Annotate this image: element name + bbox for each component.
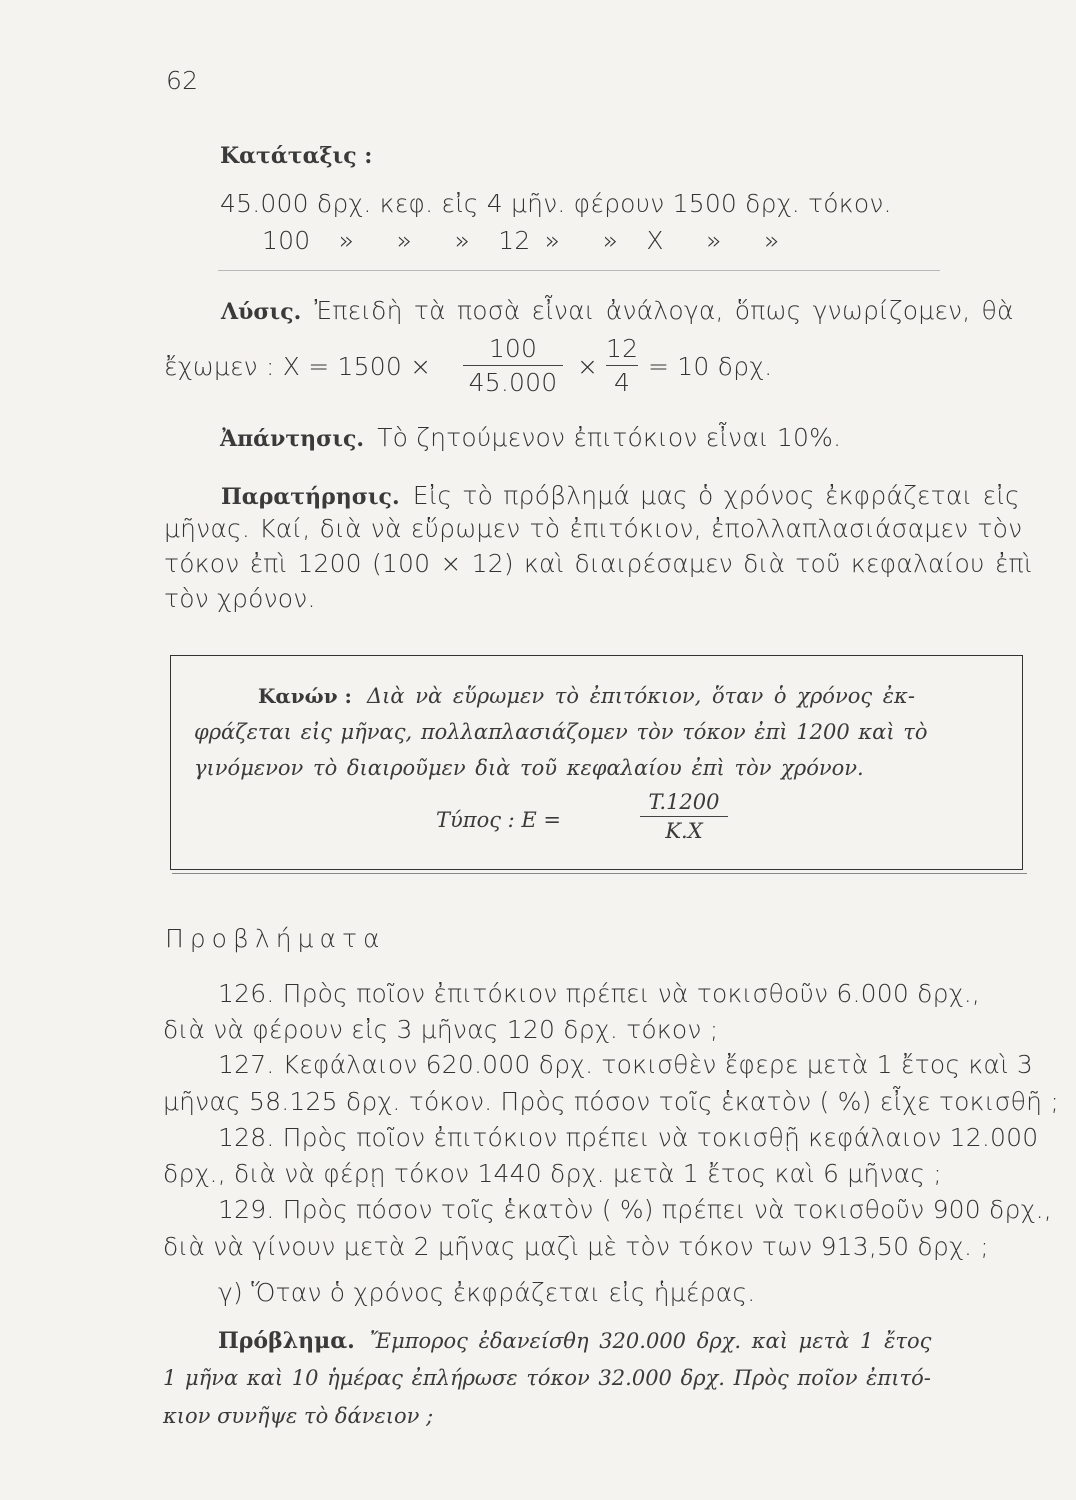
answer-label: Ἀπάντησις.: [220, 426, 365, 452]
remark-label: Παρατήρησις.: [221, 484, 400, 510]
rule-line-2: φράζεται εἰς μῆνας, πολλαπλασιάζομεν τὸν τόκον ἐπὶ 1200 καὶ τὸ: [194, 720, 928, 744]
rule-formula-bar: [640, 816, 728, 817]
problem-129-line-1: 129. Πρὸς πόσον τοῖς ἑκατὸν ( %) πρέπει νὰ τοκισθοῦν 900 δρχ.,: [218, 1195, 1052, 1224]
problem-127-line-1: 127. Κεφάλαιον 620.000 δρχ. τοκισθὲν ἔφερε μετὰ 1 ἔτος καὶ 3: [218, 1050, 1033, 1079]
equation-result: = 10 δρχ.: [648, 352, 773, 381]
rule-label: Κανών :: [258, 684, 352, 708]
equation-prefix: ἔχωμεν : X = 1500 ×: [164, 352, 432, 381]
solution-text: Ἐπειδὴ τὰ ποσὰ εἶναι ἀνάλογα, ὅπως γνωρίζομεν, θὰ: [314, 296, 1014, 325]
section-c-heading: γ) Ὅταν ὁ χρόνος ἐκφράζεται εἰς ἡμέρας.: [218, 1278, 756, 1307]
answer-paragraph: [220, 423, 841, 452]
problem-days-line-1: Ἔμπορος ἐδανείσθη 320.000 δρχ. καὶ μετὰ 1 ἔτος: [369, 1329, 932, 1353]
rule-formula-numerator: T.1200: [648, 790, 720, 814]
problem-128-line-1: 128. Πρὸς ποῖον ἐπιτόκιον πρέπει νὰ τοκισθῇ κεφάλαιον 12.000: [218, 1123, 1039, 1152]
problem-126-line-2: διὰ νὰ φέρουν εἰς 3 μῆνας 120 δρχ. τόκον ;: [163, 1015, 719, 1044]
remark-line-3: τόκον ἐπὶ 1200 (100 × 12) καὶ διαιρέσαμεν διὰ τοῦ κεφαλαίου ἐπὶ: [164, 549, 1033, 578]
fraction-1-numerator: 100: [488, 334, 538, 363]
rule-line-3: γινόμενον τὸ διαιροῦμεν διὰ τοῦ κεφαλαίου ἐπὶ τὸν χρόνον.: [194, 756, 864, 780]
arrangement-line-2: 100 » » » 12 » » X » »: [262, 226, 780, 255]
problem-days-line-2: 1 μῆνα καὶ 10 ἡμέρας ἐπλήρωσε τόκον 32.000 δρχ. Πρὸς ποῖον ἐπιτό-: [163, 1366, 931, 1390]
solution-paragraph: [221, 296, 1014, 325]
rule-formula-fraction: [640, 790, 728, 843]
remark-line-2: μῆνας. Καί, διὰ νὰ εὕρωμεν τὸ ἐπιτόκιον, ἐπολλαπλασιάσαμεν τὸν: [164, 514, 1023, 543]
fraction-2: [606, 334, 638, 397]
remark-line-4: τὸν χρόνον.: [164, 584, 316, 613]
problem-127-line-2: μῆνας 58.125 δρχ. τόκον. Πρὸς πόσον τοῖς ἑκατὸν ( %) εἶχε τοκισθῆ ;: [163, 1087, 1059, 1116]
problem-days-label: Πρόβλημα.: [218, 1328, 355, 1354]
rule-formula-label: Τύπος : E =: [436, 808, 562, 832]
remark-line-1: Εἰς τὸ πρόβλημά μας ὁ χρόνος ἐκφράζεται εἰς: [412, 481, 1020, 510]
solution-label: Λύσις.: [221, 299, 302, 325]
problem-129-line-2: διὰ νὰ γίνουν μετὰ 2 μῆνας μαζὶ μὲ τὸν τόκον των 913,50 δρχ. ;: [163, 1232, 989, 1261]
remark-first-line: [221, 481, 1020, 510]
fraction-2-bar: [606, 365, 638, 366]
arrangement-line-1: 45.000 δρχ. κεφ. εἰς 4 μῆν. φέρουν 1500 δρχ. τόκον.: [220, 189, 892, 218]
fraction-1-bar: [463, 365, 563, 366]
problem-126-line-1: 126. Πρὸς ποῖον ἐπιτόκιον πρέπει νὰ τοκισθοῦν 6.000 δρχ.,: [218, 979, 980, 1008]
problem-days-line-3: κιον συνῆψε τὸ δάνειον ;: [163, 1404, 434, 1428]
page-number: 62: [166, 66, 199, 95]
rule-first-line: [258, 684, 915, 708]
fraction-2-denominator: 4: [613, 368, 631, 397]
answer-text: Τὸ ζητούμενον ἐπιτόκιον εἶναι 10%.: [377, 423, 842, 452]
rule-box-shadow: [172, 873, 1027, 874]
rule-line-1: Διὰ νὰ εὕρωμεν τὸ ἐπιτόκιον, ὅταν ὁ χρόνος ἐκ-: [367, 684, 915, 708]
arrangement-heading: Κατάταξις :: [220, 143, 373, 169]
fraction-1: [463, 334, 563, 397]
fraction-2-numerator: 12: [606, 334, 639, 363]
rule-formula-denominator: K.X: [665, 819, 703, 843]
problem-128-line-2: δρχ., διὰ νὰ φέρῃ τόκον 1440 δρχ. μετὰ 1 ἔτος καὶ 6 μῆνας ;: [163, 1159, 942, 1188]
problem-days-first-line: [218, 1328, 931, 1354]
fraction-1-denominator: 45.000: [468, 368, 558, 397]
separator-line: [218, 270, 940, 271]
problems-heading: Προβλήματα: [165, 924, 386, 953]
times-sign: ×: [577, 352, 599, 381]
